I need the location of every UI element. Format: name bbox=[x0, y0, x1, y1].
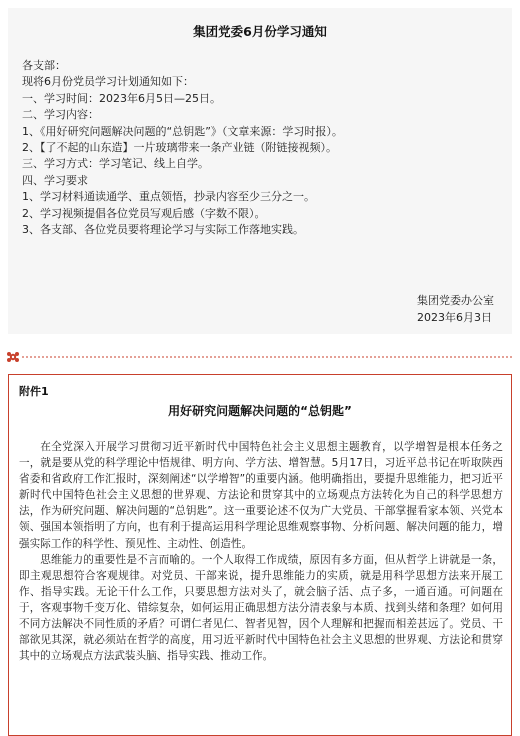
attachment-title: 用好研究问题解决问题的“总钥匙” bbox=[168, 404, 352, 418]
attachment-paragraph: 思维能力的重要性是不言而喻的。一个人取得工作成绩，原因有多方面，但从哲学上讲就是一条，即主观思想符合客观规律。对党员、干部来说，提升思维能力的实质，就是用科学思想方法来开展工作、指导实践。无论干什么工作，只要思想方法对头了，就会脑子活、点子多，一通百通。可问题在于，客观事物千变万化、错综复杂，如何运用正确思想方法分清表象与本质、找到头绪和条理？如何用不同方法解决不同性质的矛盾？可谓仁者见仁、智者见智，因个人理解和把握而相差甚远了。党员、干部欲见其深，就必须站在哲学的高度，用习近平新时代中国特色社会主义思想的世界观、方法论和贯穿其中的立场观点方法武装头脑、指导实践、推动工作。 bbox=[19, 553, 503, 663]
signature-date: 2023年6月3日 bbox=[417, 311, 492, 324]
notice-panel bbox=[8, 8, 512, 334]
notice-line: 2、【了不起的山东造】一片玻璃带来一条产业链（附链接视频）。 bbox=[22, 141, 337, 155]
notice-line: 1、学习材料通读通学、重点领悟，抄录内容至少三分之一。 bbox=[22, 190, 315, 204]
flower-ornament-icon bbox=[7, 352, 19, 362]
notice-line: 四、学习要求 bbox=[22, 173, 88, 187]
notice-line: 一、学习时间：2023年6月5日—25日。 bbox=[22, 91, 221, 105]
notice-line: 1、《用好研究问题解决问题的“总钥匙”》（文章来源：学习时报）。 bbox=[22, 124, 343, 138]
signature-block bbox=[417, 292, 494, 326]
attachment-paragraph: 在全党深入开展学习贯彻习近平新时代中国特色社会主义思想主题教育，以学增智是根本任务之一，就是要从党的科学理论中悟规律、明方向、学方法、增智慧。5月17日，习近平总书记在听取陕西省委和省政府工作汇报时，深刻阐述“以学增智”的重要内涵。他明确指出，要提升思维能力，把习近平新时代中国特色社会主义思想的世界观、方法论和贯穿其中的立场观点方法转化为自己的科学思想方法，作为研究问题、解决问题的“总钥匙”。这一重要论述不仅为广大党员、干部掌握看家本领、兴党本领、强国本领指明了方向，也有利于提高运用科学理论思维观察事物、分析问题、解决问题的能力，增强实际工作的科学性、预见性、主动性、创造性。 bbox=[19, 441, 503, 550]
notice-title: 集团党委6月份学习通知 bbox=[193, 24, 327, 39]
attachment-body bbox=[19, 439, 503, 664]
notice-line: 现将6月份党员学习计划通知如下： bbox=[22, 75, 194, 89]
attachment-panel bbox=[8, 374, 512, 736]
notice-line: 各支部： bbox=[22, 59, 66, 72]
notice-line: 3、各支部、各位党员要将理论学习与实际工作落地实践。 bbox=[22, 223, 304, 237]
notice-line: 2、学习视频提倡各位党员写观后感（字数不限）。 bbox=[22, 206, 266, 220]
notice-line: 三、学习方式：学习笔记、线上自学。 bbox=[22, 157, 209, 171]
decorative-divider bbox=[6, 350, 512, 364]
attachment-label: 附件1 bbox=[19, 385, 49, 398]
notice-body bbox=[22, 58, 502, 238]
notice-line: 二、学习内容： bbox=[22, 108, 99, 122]
signature-office: 集团党委办公室 bbox=[417, 294, 494, 307]
